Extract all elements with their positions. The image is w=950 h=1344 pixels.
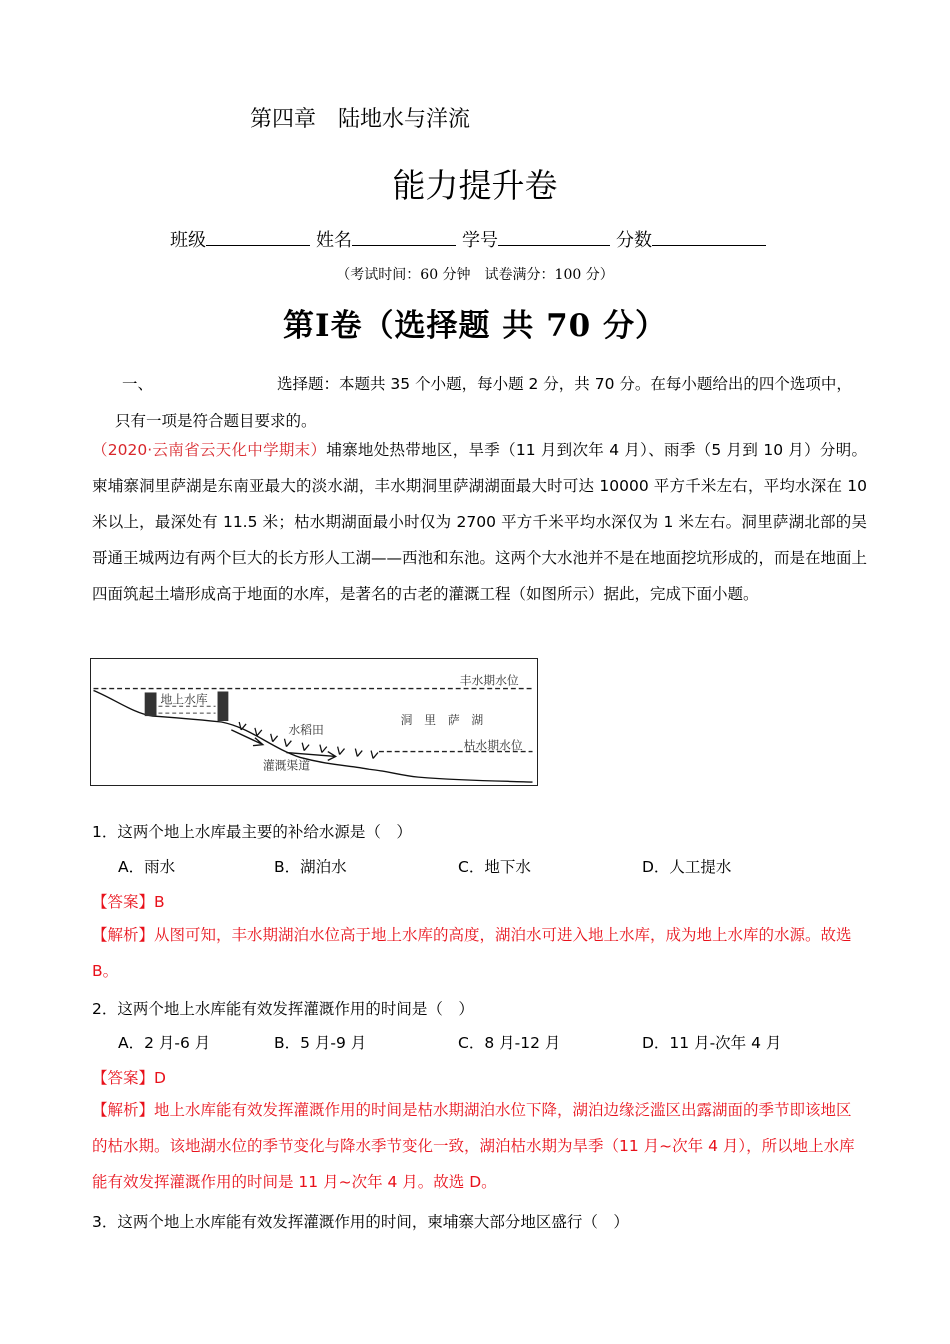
answer-label: 【答案】 xyxy=(92,893,155,911)
answer-value: D xyxy=(154,1069,166,1087)
paper-title: 能力提升卷 xyxy=(392,166,558,205)
chapter-heading xyxy=(250,102,470,133)
answer-label: 【答案】 xyxy=(92,1069,155,1087)
instruction-line-1: 选择题：本题共 35 个小题，每小题 2 分，共 70 分。在每小题给出的四个选项中， xyxy=(277,375,852,393)
question-1-options xyxy=(118,855,818,877)
analysis-label: 【解析】 xyxy=(92,926,155,944)
passage-source: （2020·云南省云天化中学期末） xyxy=(92,441,327,459)
passage-text: 埔寨地处热带地区，旱季（11 月到次年 4 月）、雨季（5 月到 10 月）分明。柬埔寨洞里萨湖是东南亚最大的淡水湖，丰水期洞里萨湖湖面最大时可达 10000 平方千米左右，平均水深在 10 米以上，最深处有 11.5 米；枯水期湖面最小时仅为 2700 平方千米平均水深仅为 1 米左右。洞里萨湖北部的吴哥通王城两边有两个巨大的长方形人工湖——西池和东池。这两个大水池并不是在地面挖坑形成的，而是在地面上四面筑起土墙形成高于地面的水库，是著名的古老的灌溉工程（如图所示）据此，完成下面小题。 xyxy=(92,441,868,603)
analysis-text: 地上水库能有效发挥灌溉作用的时间是枯水期湖泊水位下降，湖泊边缘泛滥区出露湖面的季节即该地区的枯水期。该地湖水位的季节变化与降水季节变化一致，湖泊枯水期为旱季（11 月~次年 4 月），所以地上水库能有效发挥灌溉作用的时间是 11 月~次年 4 月。故选 D。 xyxy=(92,1101,855,1191)
question-1-answer xyxy=(92,890,165,912)
q1-option-d: D．人工提水 xyxy=(642,858,732,876)
instruction-line-2: 只有一项是符合题目要求的。 xyxy=(115,412,317,430)
field-class-label: 班级 xyxy=(170,230,206,251)
question-3-stem: 3．这两个地上水库能有效发挥灌溉作用的时间，柬埔寨大部分地区盛行（ ） xyxy=(92,1213,629,1231)
question-1-analysis xyxy=(92,917,867,989)
high-water-label: 丰水期水位 xyxy=(459,673,519,688)
field-class-blank xyxy=(206,227,310,246)
irrigation-diagram xyxy=(90,658,538,786)
paddy-label: 水稻田 xyxy=(288,722,324,737)
question-2-analysis xyxy=(92,1092,867,1200)
question-2-options xyxy=(118,1031,818,1053)
q2-option-b: B．5 月-9 月 xyxy=(274,1034,367,1052)
student-info-row xyxy=(170,226,772,252)
q2-option-d: D．11 月-次年 4 月 xyxy=(642,1034,782,1052)
field-name-label: 姓名 xyxy=(316,230,352,251)
q1-option-b: B．湖泊水 xyxy=(274,858,347,876)
section-number: 一、 xyxy=(122,375,154,393)
field-name-blank xyxy=(352,227,456,246)
q1-option-a: A．雨水 xyxy=(118,858,176,876)
analysis-text: 从图可知，丰水期湖泊水位高于地上水库的高度，湖泊水可进入地上水库，成为地上水库的水源。故选 B。 xyxy=(92,926,852,980)
q2-option-c: C．8 月-12 月 xyxy=(458,1034,561,1052)
part-title: 第I卷（选择题 共 70 分） xyxy=(282,308,668,344)
field-id-blank xyxy=(498,227,610,246)
canal-label: 灌溉渠道 xyxy=(262,758,311,773)
answer-value: B xyxy=(154,893,165,911)
q1-option-c: C．地下水 xyxy=(458,858,531,876)
chapter-number: 第四章 xyxy=(250,107,317,132)
q2-option-a: A．2 月-6 月 xyxy=(118,1034,211,1052)
field-score-label: 分数 xyxy=(616,230,652,251)
question-2-answer xyxy=(92,1066,166,1088)
question-2-stem: 2．这两个地上水库能有效发挥灌溉作用的时间是（ ） xyxy=(92,1000,474,1018)
exam-note: （考试时间：60 分钟 试卷满分：100 分） xyxy=(336,267,614,283)
chapter-name: 陆地水与洋流 xyxy=(338,107,471,132)
analysis-label: 【解析】 xyxy=(92,1101,155,1119)
section-instruction xyxy=(122,366,852,402)
reservoir-label: 地上水库 xyxy=(160,692,208,707)
lake-label: 洞 里 萨 湖 xyxy=(400,712,484,727)
field-score-blank xyxy=(652,227,766,246)
reading-passage xyxy=(92,432,867,612)
question-1-stem: 1．这两个地上水库最主要的补给水源是（ ） xyxy=(92,823,412,841)
low-water-label: 枯水期水位 xyxy=(463,738,523,753)
field-id-label: 学号 xyxy=(462,230,498,251)
